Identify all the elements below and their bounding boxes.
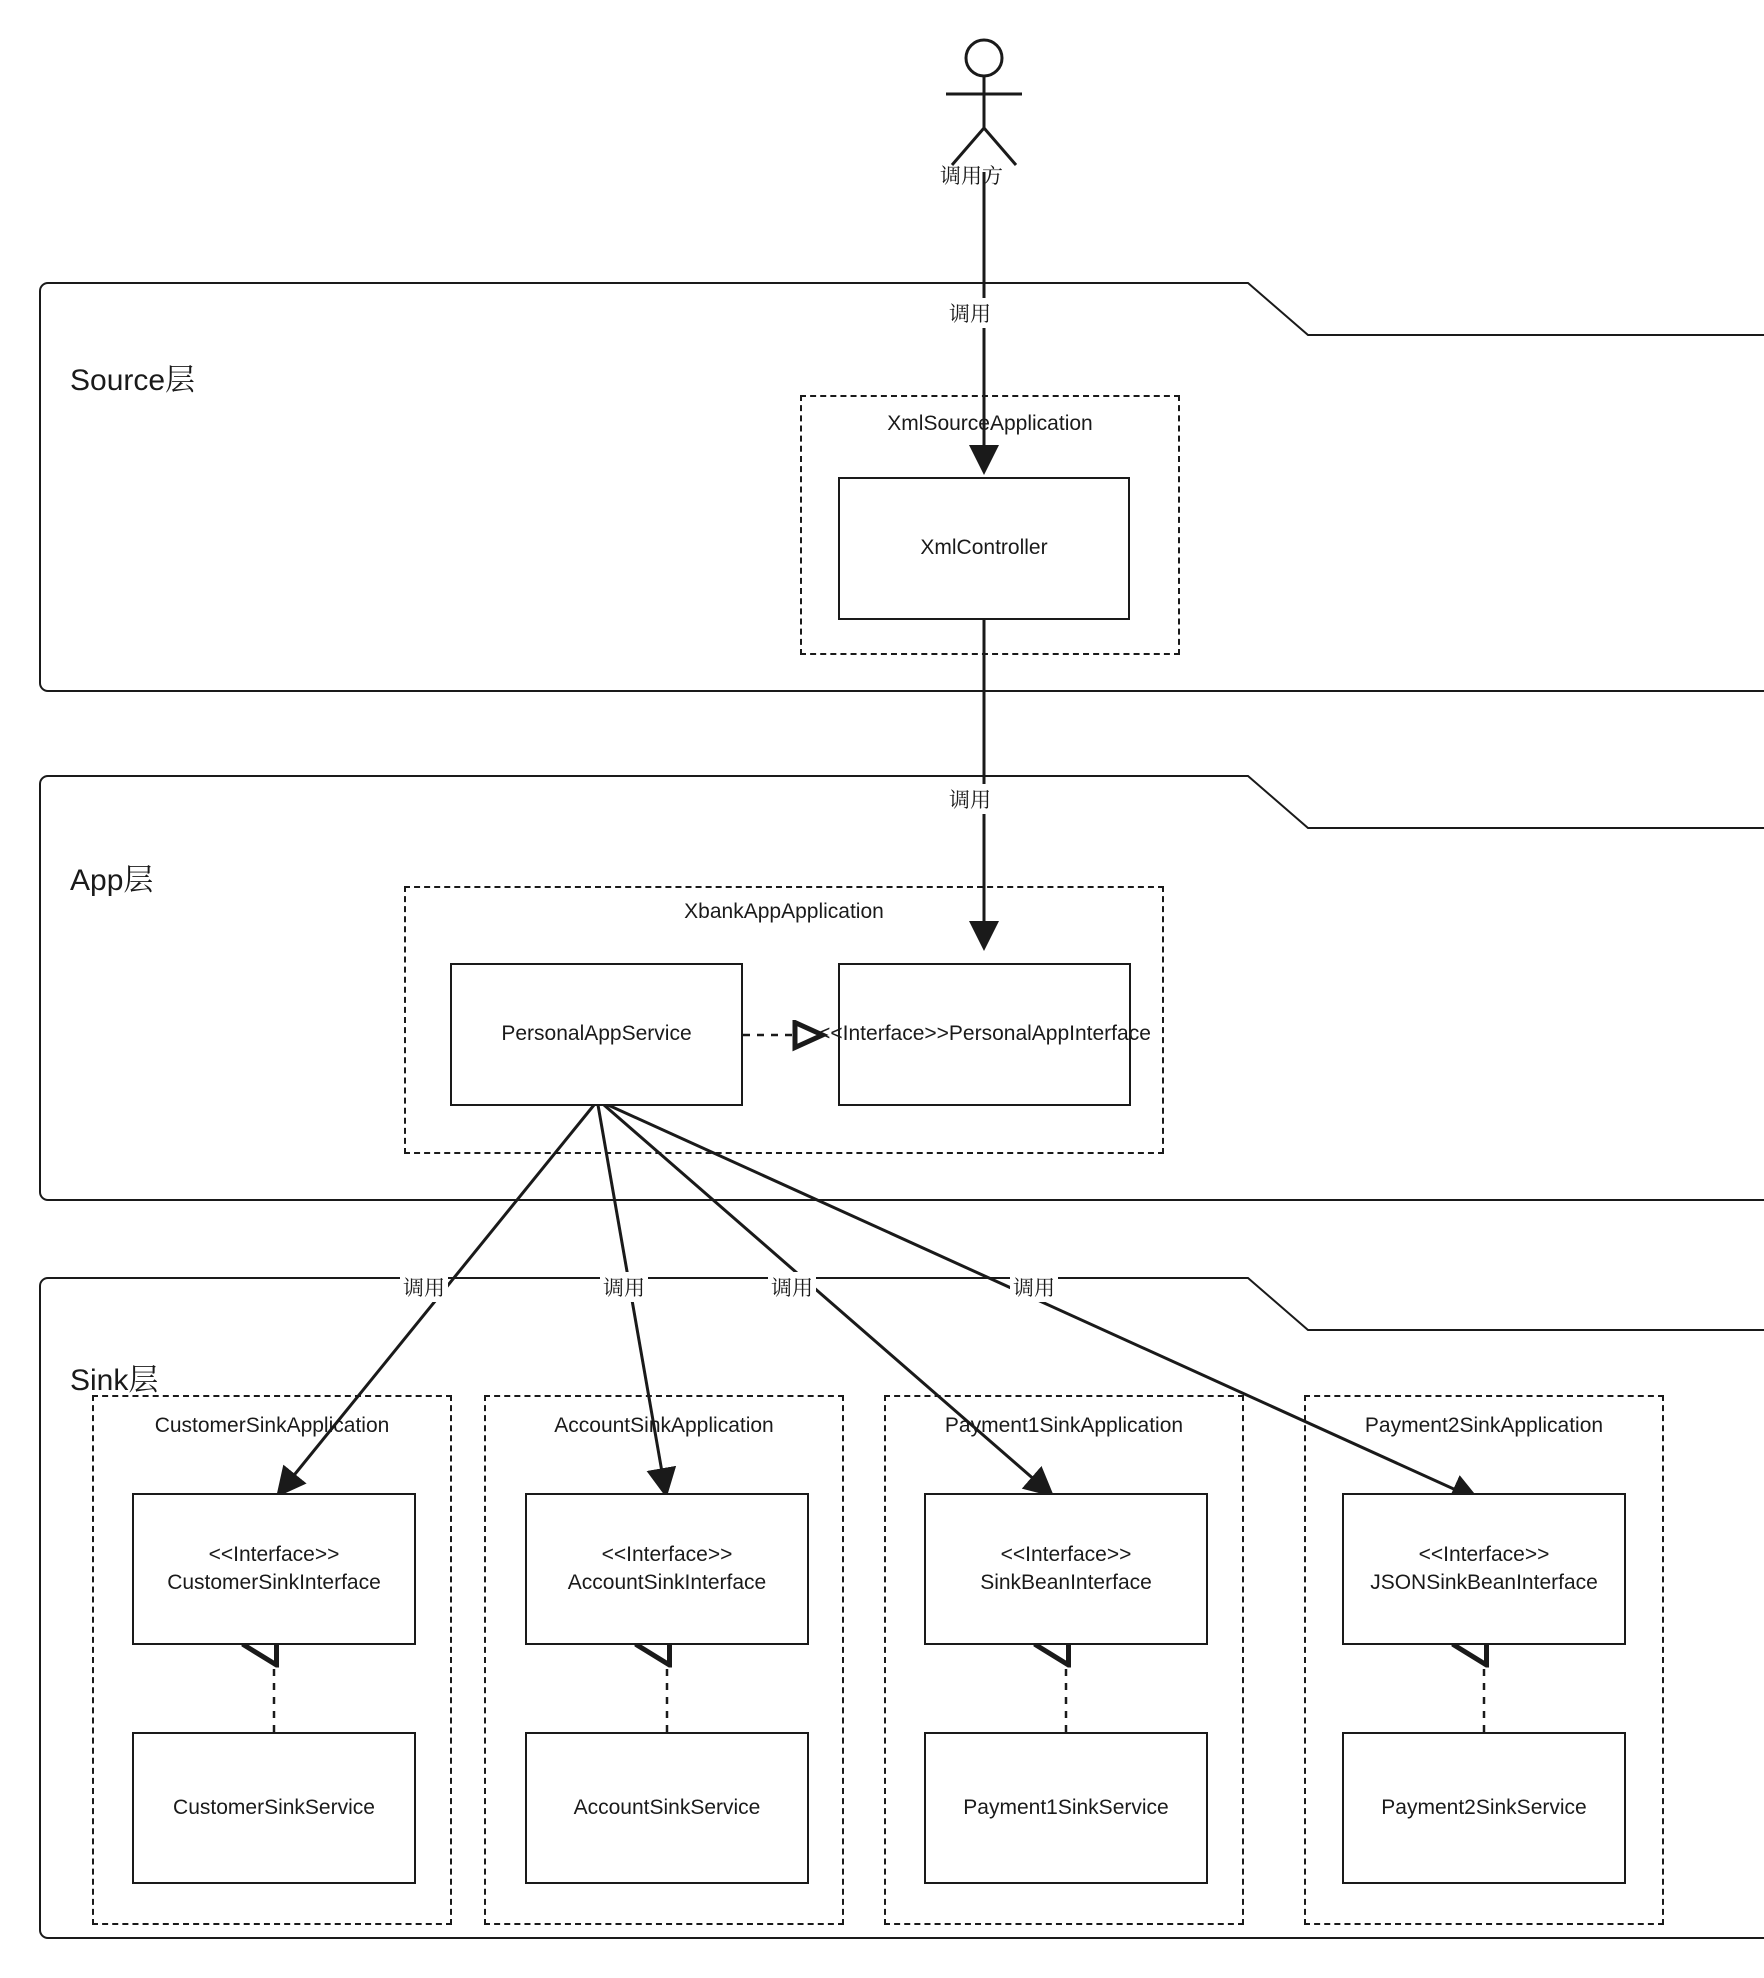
component-json-sink-bean-interface[interactable]: <<Interface>> JSONSinkBeanInterface	[1342, 1493, 1626, 1645]
component-sink-bean-interface[interactable]: <<Interface>> SinkBeanInterface	[924, 1493, 1208, 1645]
edge-label-app-to-payment2: 调用	[1010, 1272, 1058, 1302]
component-payment1-sink-service[interactable]: Payment1SinkService	[924, 1732, 1208, 1884]
package-label-payment1-sink-application: Payment1SinkApplication	[944, 1414, 1184, 1437]
edge-label-actor-to-source: 调用	[946, 298, 994, 328]
component-customer-sink-interface[interactable]: <<Interface>> CustomerSinkInterface	[132, 1493, 416, 1645]
component-account-sink-service[interactable]: AccountSinkService	[525, 1732, 809, 1884]
edge-label-source-to-app: 调用	[946, 784, 994, 814]
package-label-account-sink-application: AccountSinkApplication	[554, 1414, 774, 1437]
component-personal-app-interface[interactable]: <<Interface>>PersonalAppInterface	[838, 963, 1131, 1106]
edge-label-app-to-customer: 调用	[400, 1272, 448, 1302]
layer-title-app: App层	[70, 864, 154, 897]
package-label-xml-source-application: XmlSourceApplication	[887, 412, 1093, 435]
component-personal-app-service[interactable]: PersonalAppService	[450, 963, 743, 1106]
package-label-payment2-sink-application: Payment2SinkApplication	[1364, 1414, 1604, 1437]
layer-title-sink: Sink层	[70, 1364, 159, 1397]
component-account-sink-interface[interactable]: <<Interface>> AccountSinkInterface	[525, 1493, 809, 1645]
layer-title-source: Source层	[70, 364, 196, 397]
edge-label-app-to-account: 调用	[600, 1272, 648, 1302]
edge-label-app-to-payment1: 调用	[768, 1272, 816, 1302]
actor-label: 调用方	[940, 165, 1003, 188]
component-customer-sink-service[interactable]: CustomerSinkService	[132, 1732, 416, 1884]
package-label-customer-sink-application: CustomerSinkApplication	[154, 1414, 390, 1437]
component-xml-controller[interactable]: XmlController	[838, 477, 1130, 620]
component-payment2-sink-service[interactable]: Payment2SinkService	[1342, 1732, 1626, 1884]
package-label-xbank-app-application: XbankAppApplication	[684, 900, 884, 923]
